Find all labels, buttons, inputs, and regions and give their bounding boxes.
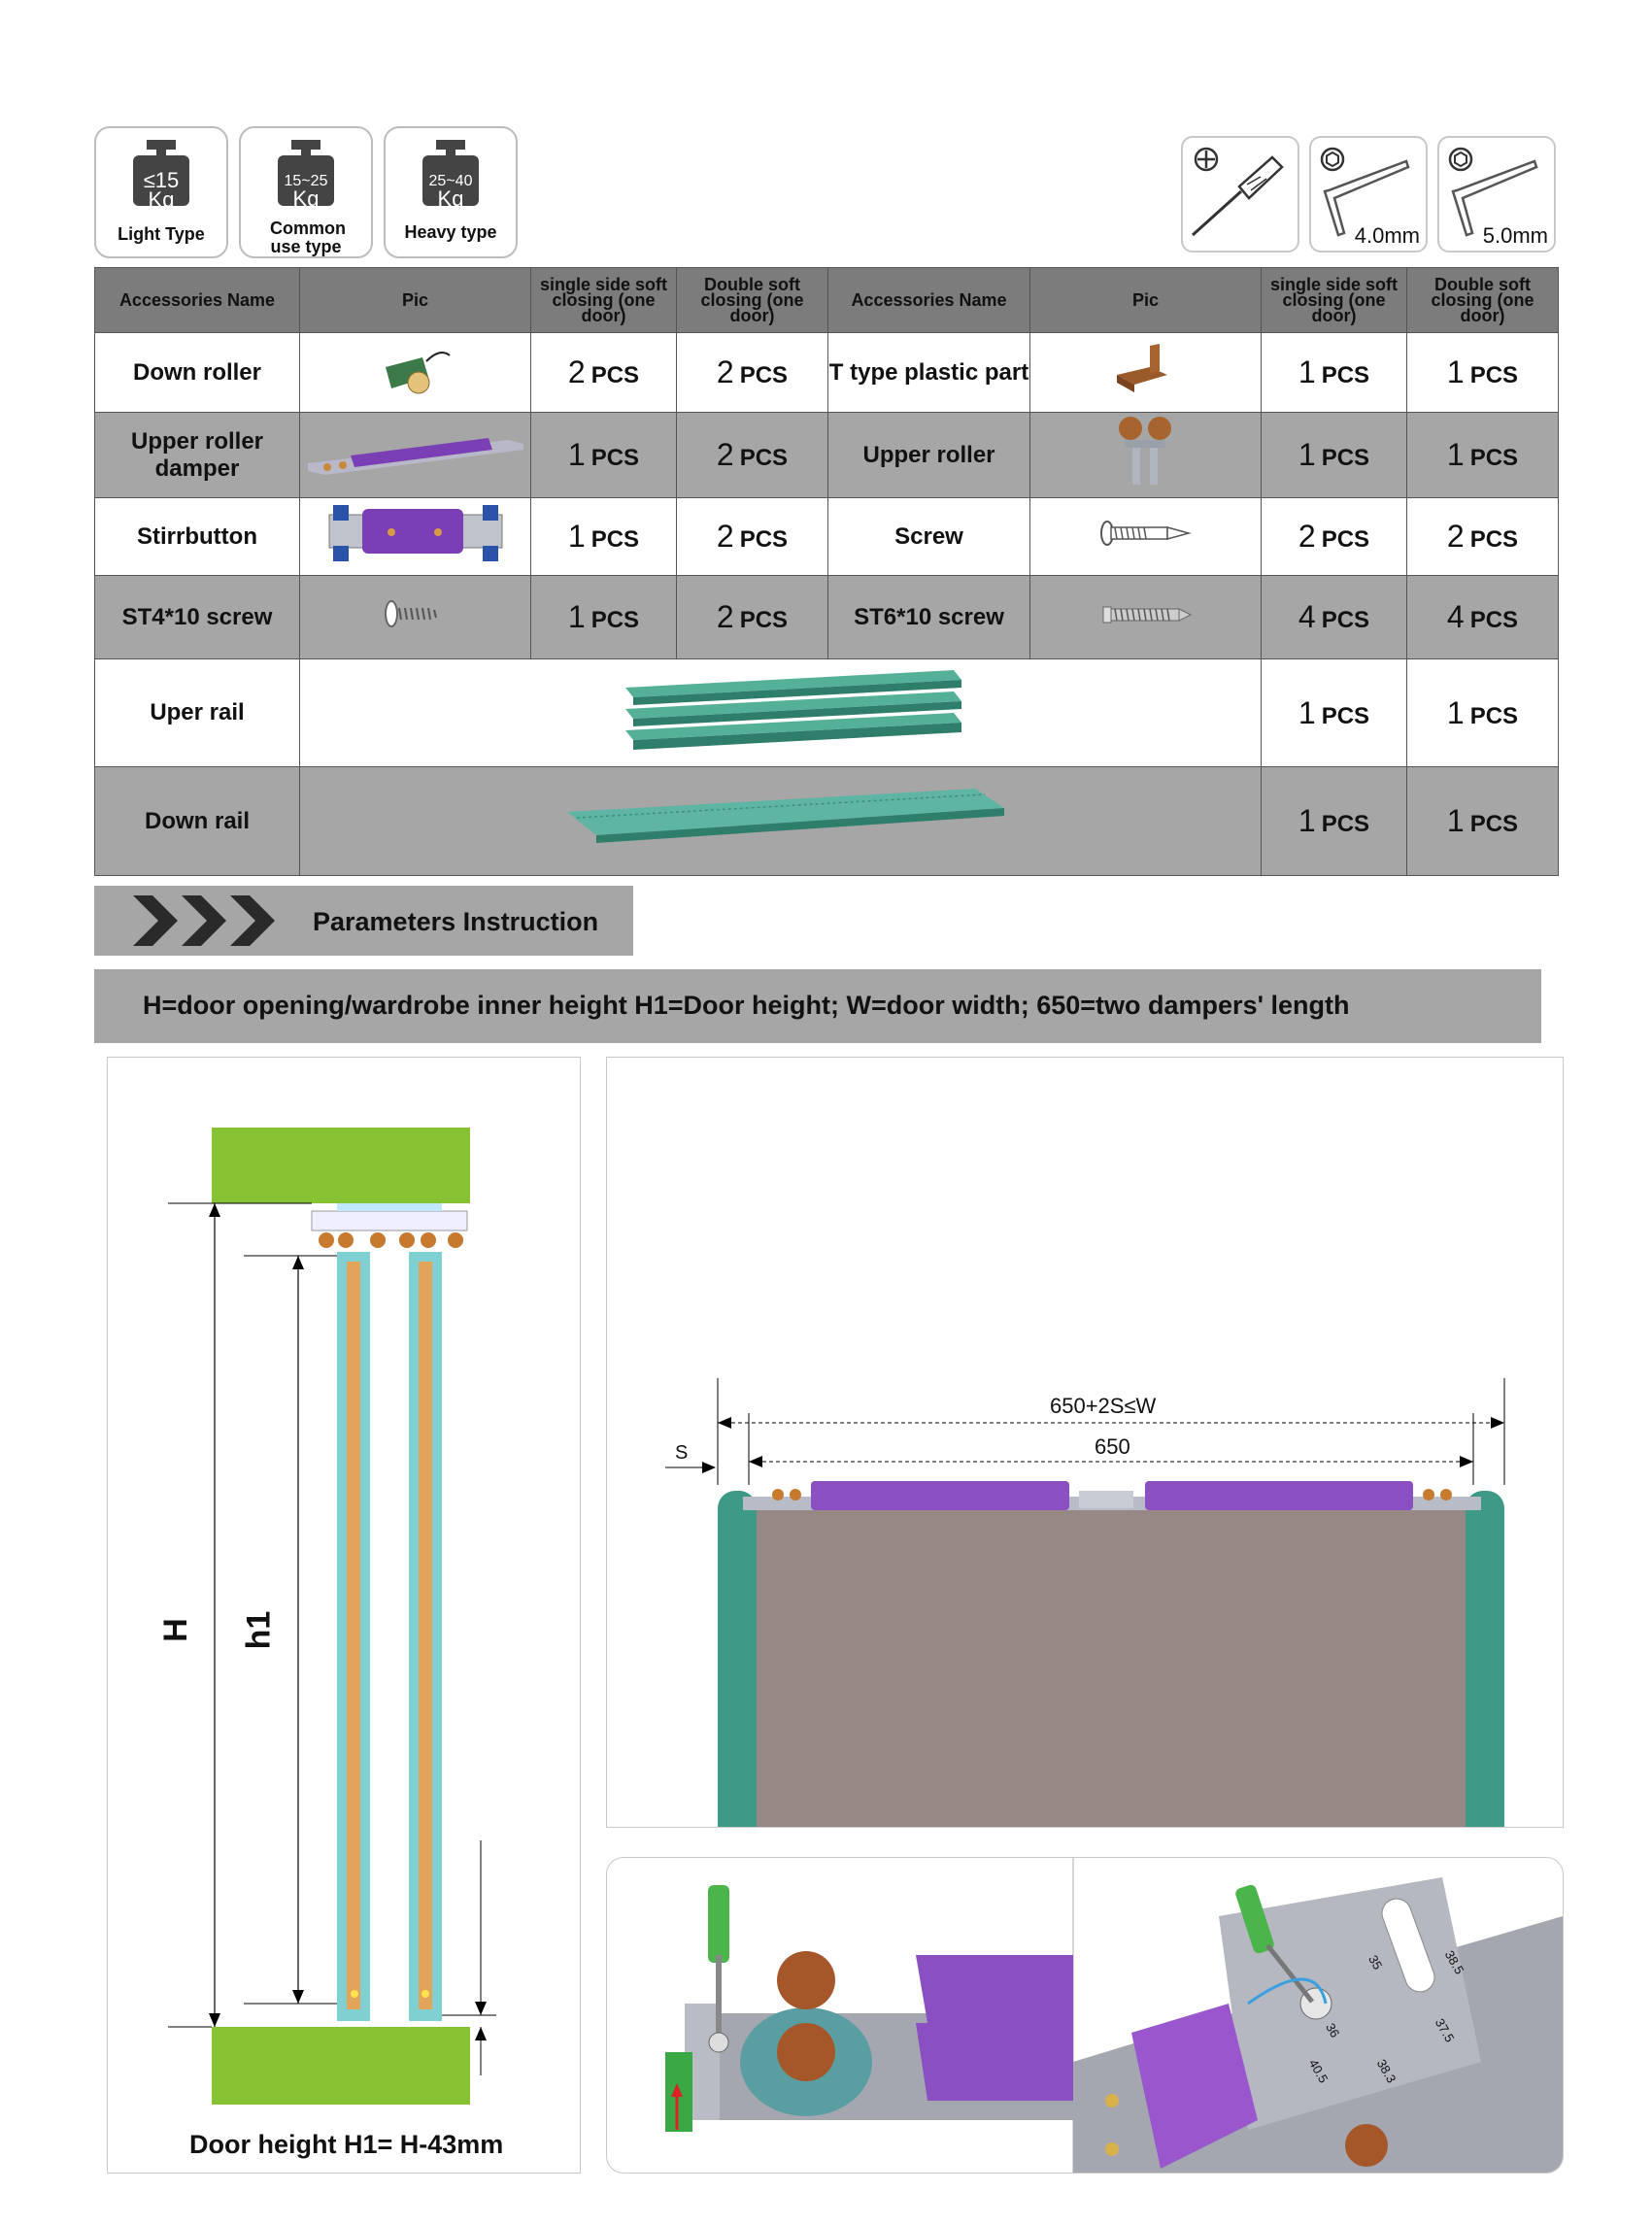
pcs-unit: PCS	[739, 607, 789, 633]
pcs-count: 1	[1298, 354, 1316, 389]
column-header: Pic	[1030, 268, 1262, 333]
tool-size-label: 5.0mm	[1482, 223, 1548, 248]
upper-rail-image	[577, 666, 985, 754]
pcs-count: 1	[1446, 803, 1465, 838]
weight-unit: Kg	[437, 186, 464, 211]
pcs-count: 1	[567, 599, 586, 634]
door-height-caption: Door height H1= H-43mm	[189, 2130, 504, 2159]
tool-hex-key-4mm	[1309, 136, 1428, 253]
parameters-banner	[94, 886, 633, 956]
weight-type-label: Heavy type	[404, 222, 497, 242]
accessory-name: Stirrbutton	[95, 498, 300, 576]
weight-value: 25~40	[428, 173, 473, 189]
tool-hex-key-5mm	[1437, 136, 1556, 253]
adjustment-illustration-right	[1073, 1858, 1563, 2173]
st6-screw-image	[1097, 599, 1195, 628]
weight-unit: Kg	[148, 187, 175, 212]
column-header: Accessories Name	[828, 268, 1030, 333]
dimension-label-total: 650+2S≤W	[1050, 1394, 1157, 1418]
column-header: Double soft closing (one door)	[677, 268, 828, 333]
pcs-unit: PCS	[1469, 811, 1519, 837]
accessories-table	[94, 267, 1559, 876]
weight-badge-heavy	[384, 126, 518, 258]
weight-value: 15~25	[284, 173, 328, 189]
accessory-pic	[300, 576, 531, 659]
pcs-unit: PCS	[1469, 445, 1519, 471]
accessory-name: T type plastic part	[828, 333, 1030, 413]
accessory-pic	[1030, 413, 1262, 498]
pcs-count: 1	[1298, 694, 1316, 730]
table-row	[95, 333, 1559, 413]
pcs-unit: PCS	[1321, 526, 1370, 553]
chevron-arrows-icon	[131, 886, 325, 956]
table-row	[95, 767, 1559, 876]
pcs-count: 2	[716, 354, 734, 389]
pcs-unit: PCS	[1469, 607, 1519, 633]
pcs-count: 2	[567, 354, 586, 389]
down-rail-image	[548, 779, 1014, 857]
pcs-count: 2	[1298, 519, 1316, 554]
weight-value: ≤15	[143, 168, 180, 192]
pcs-count: 2	[716, 599, 734, 634]
scale-mark: 36	[1323, 2020, 1343, 2040]
pcs-unit: PCS	[739, 445, 789, 471]
pcs-count: 1	[567, 437, 586, 472]
accessory-name: ST6*10 screw	[828, 576, 1030, 659]
pcs-count: 1	[1446, 354, 1465, 389]
tool-size-label: 4.0mm	[1354, 223, 1420, 248]
pcs-count: 2	[716, 519, 734, 554]
adjustment-panel	[606, 1857, 1564, 2174]
pcs-unit: PCS	[1469, 362, 1519, 388]
accessory-name: ST4*10 screw	[95, 576, 300, 659]
pcs-count: 2	[1446, 519, 1465, 554]
accessory-pic	[300, 767, 1262, 876]
scale-mark: 38.5	[1441, 1947, 1467, 1977]
accessory-name: Upper roller	[828, 413, 1030, 498]
weight-type-label: Light Type	[118, 224, 205, 244]
accessory-pic	[300, 659, 1262, 767]
column-header: Accessories Name	[95, 268, 300, 333]
pcs-count: 2	[716, 437, 734, 472]
definition-bar	[94, 969, 1541, 1043]
table-row	[95, 576, 1559, 659]
accessory-name: Screw	[828, 498, 1030, 576]
accessory-name: Down rail	[95, 767, 300, 876]
st4-screw-image	[382, 594, 450, 633]
column-header: single side soft closing (one door)	[1262, 268, 1407, 333]
dimension-label-s: S	[675, 1442, 689, 1464]
height-diagram-panel	[107, 1057, 581, 2174]
table-row	[95, 498, 1559, 576]
pcs-unit: PCS	[739, 362, 789, 388]
column-header: Double soft closing (one door)	[1407, 268, 1559, 333]
table-row	[95, 659, 1559, 767]
scale-mark: 38.3	[1373, 2056, 1399, 2086]
pcs-unit: PCS	[1321, 702, 1370, 729]
accessory-pic	[300, 498, 531, 576]
upper-roller-image	[1107, 413, 1185, 490]
pcs-unit: PCS	[1321, 607, 1370, 633]
scale-mark: 35	[1365, 1952, 1386, 1972]
dimension-label-h: H	[156, 1618, 194, 1642]
weight-badge-light	[94, 126, 228, 258]
pcs-unit: PCS	[1321, 362, 1370, 388]
pcs-unit: PCS	[1321, 811, 1370, 837]
table-row	[95, 413, 1559, 498]
pcs-unit: PCS	[1469, 526, 1519, 553]
column-header: Pic	[300, 268, 531, 333]
accessory-pic	[1030, 576, 1262, 659]
pcs-unit: PCS	[739, 526, 789, 553]
accessory-pic	[300, 333, 531, 413]
accessory-pic	[1030, 498, 1262, 576]
pcs-count: 4	[1298, 599, 1316, 634]
pcs-unit: PCS	[590, 607, 640, 633]
dimension-label-650: 650	[1095, 1434, 1130, 1459]
pcs-count: 1	[1446, 694, 1465, 730]
t-type-plastic-part-image	[1107, 338, 1185, 400]
pcs-count: 1	[1298, 437, 1316, 472]
accessory-pic	[300, 413, 531, 498]
accessory-name: Uper rail	[95, 659, 300, 767]
height-diagram	[108, 1058, 580, 2173]
pcs-unit: PCS	[1321, 445, 1370, 471]
dimension-label-h1: h1	[240, 1610, 278, 1650]
weight-type-label: Common use type	[270, 219, 346, 256]
width-diagram	[607, 1058, 1563, 1827]
upper-roller-damper-image	[304, 421, 527, 483]
pcs-count: 1	[1446, 437, 1465, 472]
screwdriver-icon	[1183, 138, 1298, 251]
scale-mark: 40.5	[1305, 2056, 1332, 2086]
column-header: single side soft closing (one door)	[531, 268, 677, 333]
weight-unit: Kg	[292, 186, 320, 211]
pcs-unit: PCS	[1469, 702, 1519, 729]
scale-mark: 37.5	[1432, 2015, 1458, 2045]
pcs-unit: PCS	[590, 362, 640, 388]
pcs-count: 4	[1446, 599, 1465, 634]
pcs-unit: PCS	[590, 526, 640, 553]
weight-badge-common	[239, 126, 373, 258]
down-roller-image	[372, 338, 459, 400]
accessory-pic	[1030, 333, 1262, 413]
pcs-unit: PCS	[590, 445, 640, 471]
table-header-row	[95, 268, 1559, 333]
screw-image	[1097, 516, 1195, 551]
definition-text: H=door opening/wardrobe inner height H1=Door height; W=door width; 650=two dampers' length	[143, 991, 1350, 1020]
accessory-name: Down roller	[95, 333, 300, 413]
pcs-count: 1	[1298, 803, 1316, 838]
stirrbutton-image	[323, 499, 508, 567]
parameters-title: Parameters Instruction	[313, 907, 599, 936]
tool-screwdriver	[1181, 136, 1299, 253]
pcs-count: 1	[567, 519, 586, 554]
accessory-name: Upper roller damper	[95, 413, 300, 498]
width-diagram-panel	[606, 1057, 1564, 1828]
